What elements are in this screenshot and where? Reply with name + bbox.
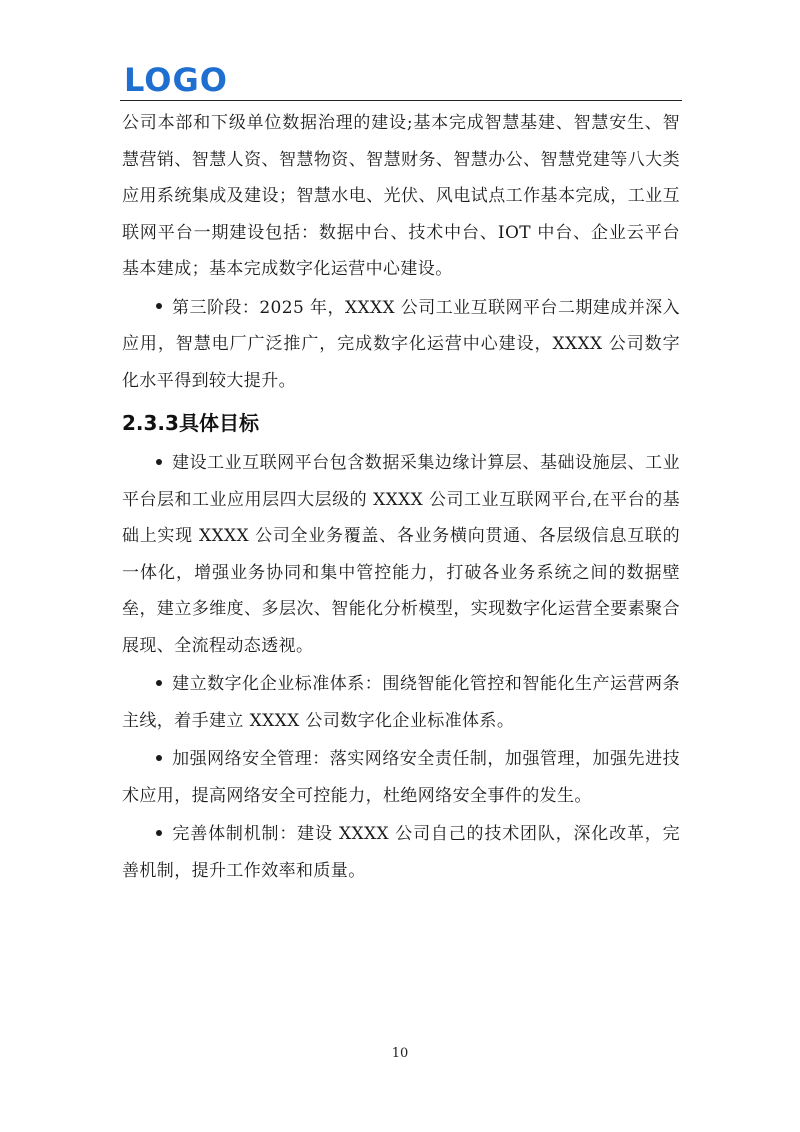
goal-text: 加强网络安全管理：落实网络安全责任制，加强管理，加强先进技术应用，提高网络安全可控能力，杜绝网络安全事件的发生。 xyxy=(122,749,680,806)
bullet-icon xyxy=(156,755,162,761)
goal-text: 建立数字化企业标准体系：围绕智能化管控和智能化生产运营两条主线，着手建立 XXXX 公司数字化企业标准体系。 xyxy=(122,674,680,731)
intro-continuation-paragraph: 公司本部和下级单位数据治理的建设;基本完成智慧基建、智慧安生、智慧营销、智慧人资、智慧物资、智慧财务、智慧办公、智慧党建等八大类应用系统集成及建设；智慧水电、光伏、风电试点工作基本完成，工业互联网平台一期建设包括：数据中台、技术中台、IOT 中台、企业云平台基本建成；基本完成数字化运营中心建设。 xyxy=(122,113,680,279)
phase-3-bullet xyxy=(122,290,680,400)
goal-bullet-2 xyxy=(122,666,680,739)
bullet-icon xyxy=(156,680,162,686)
header-divider xyxy=(120,100,682,101)
bullet-icon xyxy=(156,459,162,465)
goal-text: 建设工业互联网平台包含数据采集边缘计算层、基础设施层、工业平台层和工业应用层四大层级的 XXXX 公司工业互联网平台,在平台的基础上实现 XXXX 公司全业务覆盖、各业务横向贯通、各层级信息互联的一体化，增强业务协同和集中管控能力，打破各业务系统之间的数据壁垒，建立多维度、多层次、智能化分析模型，实现数字化运营全要素聚合展现、全流程动态透视。 xyxy=(122,453,680,656)
logo: LOGO xyxy=(124,61,228,99)
goal-bullet-1 xyxy=(122,445,680,664)
phase-3-text: 第三阶段：2025 年，XXXX 公司工业互联网平台二期建成并深入应用，智慧电厂广泛推广，完成数字化运营中心建设，XXXX 公司数字化水平得到较大提升。 xyxy=(122,297,680,391)
bullet-icon xyxy=(156,830,162,836)
document-body xyxy=(122,105,680,889)
goal-text: 完善体制机制：建设 XXXX 公司自己的技术团队，深化改革，完善机制，提升工作效率和质量。 xyxy=(122,824,680,881)
section-heading: 2.3.3具体目标 xyxy=(122,411,259,435)
bullet-icon xyxy=(156,303,162,309)
goal-bullet-3 xyxy=(122,741,680,814)
goal-bullet-4 xyxy=(122,816,680,889)
page-number: 10 xyxy=(391,1046,409,1061)
